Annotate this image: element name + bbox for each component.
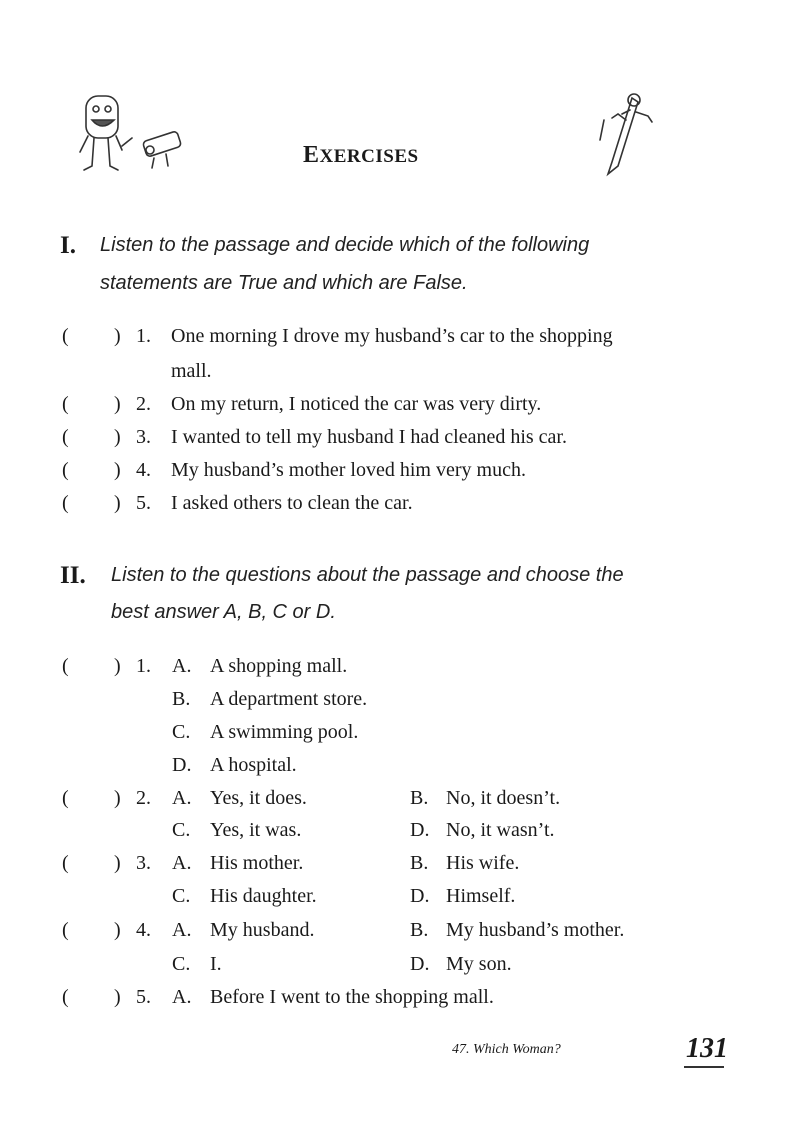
option-label-a: A. xyxy=(172,986,192,1008)
option-a-text: A shopping mall. xyxy=(210,655,348,677)
option-b-text: No, it doesn’t. xyxy=(446,787,561,809)
answer-blank-close[interactable]: ) xyxy=(114,459,121,481)
option-a-text: His mother. xyxy=(210,852,304,874)
answer-blank-open[interactable]: ( xyxy=(62,655,69,677)
answer-blank-open[interactable]: ( xyxy=(62,426,69,448)
option-d-text: No, it wasn’t. xyxy=(446,819,555,841)
answer-blank-close[interactable]: ) xyxy=(114,852,121,874)
page-number: 131 xyxy=(686,1033,728,1064)
option-c-text: A swimming pool. xyxy=(210,721,359,743)
statement-text: One morning I drove my husband’s car to the shopping xyxy=(171,325,613,347)
option-label-d: D. xyxy=(410,953,430,975)
statement-text: My husband’s mother loved him very much. xyxy=(171,459,526,481)
question-number: 2. xyxy=(136,787,151,809)
mc-option-row xyxy=(0,754,800,786)
tf-item xyxy=(0,459,800,491)
option-a-text: Yes, it does. xyxy=(210,787,307,809)
item-number: 2. xyxy=(136,393,151,415)
option-label-b: B. xyxy=(172,688,191,710)
option-label-a: A. xyxy=(172,919,192,941)
option-label-b: B. xyxy=(410,852,429,874)
option-label-c: C. xyxy=(172,721,191,743)
chapter-running-title: 47. Which Woman? xyxy=(452,1042,561,1057)
statement-text: I asked others to clean the car. xyxy=(171,492,413,514)
option-label-d: D. xyxy=(410,885,430,907)
tf-item xyxy=(0,492,800,524)
answer-blank-close[interactable]: ) xyxy=(114,787,121,809)
section-1-instruction-line-1: Listen to the passage and decide which of the following xyxy=(100,234,590,256)
option-a-text: My husband. xyxy=(210,919,315,941)
answer-blank-close[interactable]: ) xyxy=(114,492,121,514)
option-label-a: A. xyxy=(172,852,192,874)
answer-blank-open[interactable]: ( xyxy=(62,787,69,809)
question-number: 4. xyxy=(136,919,151,941)
cartoon-character-illustration xyxy=(74,92,194,174)
option-label-c: C. xyxy=(172,953,191,975)
question-number: 3. xyxy=(136,852,151,874)
option-d-text: A hospital. xyxy=(210,754,297,776)
answer-blank-close[interactable]: ) xyxy=(114,655,121,677)
option-c-text: Yes, it was. xyxy=(210,819,302,841)
tf-item xyxy=(0,325,800,357)
option-c-text: I. xyxy=(210,953,222,975)
option-b-text: My husband’s mother. xyxy=(446,919,625,941)
tf-item xyxy=(0,426,800,458)
mc-option-row xyxy=(0,721,800,753)
answer-blank-close[interactable]: ) xyxy=(114,393,121,415)
pencil-character-illustration xyxy=(590,90,660,178)
mc-option-row xyxy=(0,885,800,917)
item-number: 1. xyxy=(136,325,151,347)
option-d-text: Himself. xyxy=(446,885,516,907)
mc-option-row xyxy=(0,819,800,851)
answer-blank-open[interactable]: ( xyxy=(62,325,69,347)
answer-blank-close[interactable]: ) xyxy=(114,919,121,941)
mc-question xyxy=(0,787,800,819)
item-number: 5. xyxy=(136,492,151,514)
option-label-d: D. xyxy=(410,819,430,841)
option-d-text: My son. xyxy=(446,953,512,975)
section-2-instruction-line-2: best answer A, B, C or D. xyxy=(111,601,336,623)
section-2-number: II. xyxy=(60,562,86,589)
option-a-text: Before I went to the shopping mall. xyxy=(210,986,494,1008)
answer-blank-close[interactable]: ) xyxy=(114,426,121,448)
option-label-d: D. xyxy=(172,754,192,776)
mc-question xyxy=(0,852,800,884)
option-label-c: C. xyxy=(172,819,191,841)
option-label-b: B. xyxy=(410,919,429,941)
item-number: 3. xyxy=(136,426,151,448)
section-2-instruction-line-1: Listen to the questions about the passage and choose the xyxy=(111,564,624,586)
question-number: 5. xyxy=(136,986,151,1008)
mc-option-row xyxy=(0,688,800,720)
option-b-text: A department store. xyxy=(210,688,368,710)
option-label-a: A. xyxy=(172,655,192,677)
tf-item xyxy=(0,393,800,425)
answer-blank-close[interactable]: ) xyxy=(114,325,121,347)
tf-item-continuation xyxy=(0,360,800,392)
exercises-title: EXERCISES xyxy=(303,142,419,168)
answer-blank-open[interactable]: ( xyxy=(62,492,69,514)
mc-question xyxy=(0,919,800,951)
mc-option-row xyxy=(0,953,800,985)
answer-blank-open[interactable]: ( xyxy=(62,852,69,874)
answer-blank-open[interactable]: ( xyxy=(62,393,69,415)
option-label-a: A. xyxy=(172,787,192,809)
option-b-text: His wife. xyxy=(446,852,520,874)
option-label-b: B. xyxy=(410,787,429,809)
answer-blank-open[interactable]: ( xyxy=(62,986,69,1008)
answer-blank-open[interactable]: ( xyxy=(62,459,69,481)
section-1-instruction-line-2: statements are True and which are False. xyxy=(100,272,468,294)
item-number: 4. xyxy=(136,459,151,481)
statement-text: I wanted to tell my husband I had cleaned his car. xyxy=(171,426,567,448)
answer-blank-close[interactable]: ) xyxy=(114,986,121,1008)
question-number: 1. xyxy=(136,655,151,677)
section-1-number: I. xyxy=(60,232,76,259)
mc-question xyxy=(0,986,800,1018)
page-number-underline xyxy=(684,1066,724,1068)
answer-blank-open[interactable]: ( xyxy=(62,919,69,941)
statement-text: mall. xyxy=(171,360,212,382)
option-label-c: C. xyxy=(172,885,191,907)
option-c-text: His daughter. xyxy=(210,885,317,907)
statement-text: On my return, I noticed the car was very dirty. xyxy=(171,393,542,415)
mc-question xyxy=(0,655,800,687)
